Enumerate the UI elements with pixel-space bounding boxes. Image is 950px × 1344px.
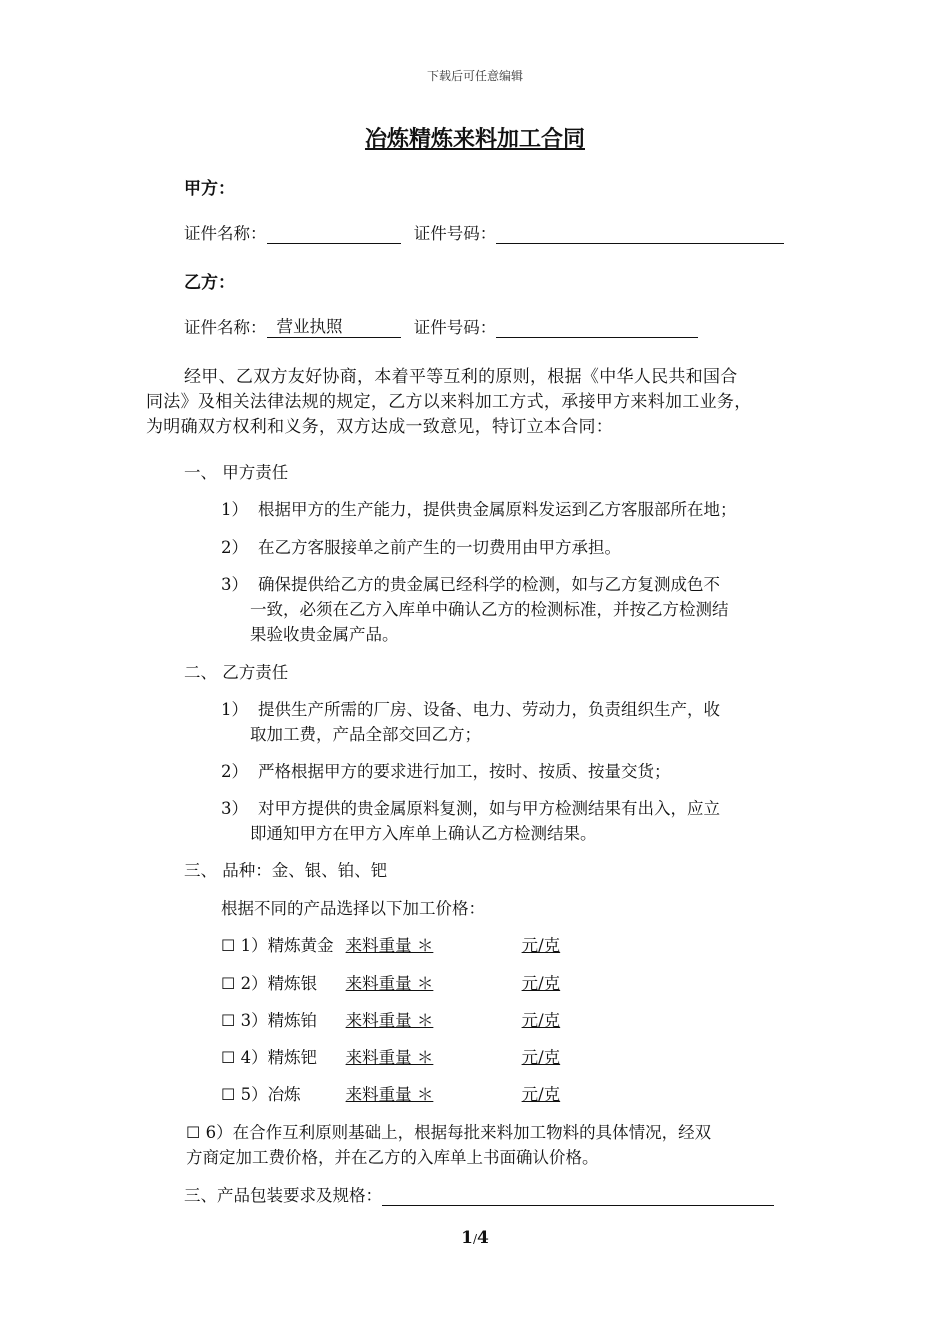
section-3-heading: 三、 品种：金、银、铂、钯 xyxy=(184,861,388,880)
checkbox-icon[interactable]: ☐ xyxy=(221,1011,236,1030)
price-item-formula: 来料重量 ＊ xyxy=(345,936,434,955)
party-a-cert-name-label: 证件名称： xyxy=(184,224,267,243)
intro-line-1: 经甲、乙双方友好协商，本着平等互利的原则，根据《中华人民共和国合 xyxy=(184,367,738,387)
price-item-label: 4）精炼钯 xyxy=(240,1048,318,1067)
price-intro: 根据不同的产品选择以下加工价格： xyxy=(221,899,485,918)
price-item-formula: 来料重量 ＊ xyxy=(345,1011,434,1030)
s2-item-1-num: 1） xyxy=(221,700,248,719)
s2-item-2-num: 2） xyxy=(221,762,248,781)
price-item-5 xyxy=(221,1081,560,1105)
s1-item-3-text-1: 确保提供给乙方的贵金属已经科学的检测，如与乙方复测成色不 xyxy=(258,575,720,594)
s1-item-3-num: 3） xyxy=(221,575,248,594)
party-b-cert-row xyxy=(184,314,698,338)
section-2-heading: 二、 乙方责任 xyxy=(184,663,289,682)
intro-line-3: 为明确双方权利和义务，双方达成一致意见，特订立本合同： xyxy=(146,417,614,437)
price-item-formula: 来料重量 ＊ xyxy=(345,974,434,993)
section-1-heading: 一、 甲方责任 xyxy=(184,463,289,482)
page-current: 1 xyxy=(461,1228,473,1248)
party-a-cert-row xyxy=(184,220,784,244)
price-item-label: 1）精炼黄金 xyxy=(240,936,334,955)
price-item-4 xyxy=(221,1044,560,1068)
price-item-label: 2）精炼银 xyxy=(240,974,318,993)
s1-item-3-text-3: 果验收贵金属产品。 xyxy=(250,625,399,644)
price-item-unit: 元/克 xyxy=(521,974,561,993)
party-a-cert-name-field[interactable] xyxy=(267,223,401,244)
price-item-formula: 来料重量 ＊ xyxy=(345,1085,434,1104)
price-item-1 xyxy=(221,932,560,956)
s2-item-2-text: 严格根据甲方的要求进行加工，按时、按质、按量交货； xyxy=(258,762,671,781)
checkbox-icon[interactable]: ☐ xyxy=(221,1048,236,1067)
s2-item-3-text-1: 对甲方提供的贵金属原料复测，如与甲方检测结果有出入，应立 xyxy=(258,799,720,818)
party-b-cert-name-field[interactable] xyxy=(267,317,401,338)
checkbox-icon[interactable]: ☐ xyxy=(221,974,236,993)
section-4-row xyxy=(184,1182,774,1206)
header-note: 下载后可任意编辑 xyxy=(426,69,523,83)
party-b-cert-no-label: 证件号码： xyxy=(413,318,497,337)
price-item-unit: 元/克 xyxy=(521,1085,561,1104)
party-a-cert-no-field[interactable] xyxy=(496,223,784,244)
party-b-cert-no-field[interactable] xyxy=(496,317,698,338)
s2-item-1-text-1: 提供生产所需的厂房、设备、电力、劳动力，负责组织生产，收 xyxy=(258,700,720,719)
price-item-unit: 元/克 xyxy=(521,1048,561,1067)
s1-item-3-text-2: 一致，必须在乙方入库单中确认乙方的检测标准，并按乙方检测结 xyxy=(250,600,729,619)
s2-item-3-text-2: 即通知甲方在甲方入库单上确认乙方检测结果。 xyxy=(250,824,597,843)
s1-item-1-num: 1） xyxy=(221,500,248,519)
page-total: 4 xyxy=(477,1228,489,1248)
s1-item-2-text: 在乙方客服接单之前产生的一切费用由甲方承担。 xyxy=(258,538,621,557)
price-item-unit: 元/克 xyxy=(521,936,561,955)
party-a-label: 甲方： xyxy=(184,179,235,199)
intro-line-2: 同法》及相关法律法规的规定，乙方以来料加工方式，承接甲方来料加工业务， xyxy=(146,392,752,412)
s2-item-3-num: 3） xyxy=(221,799,248,818)
section-4-heading: 三、产品包装要求及规格： xyxy=(184,1186,382,1205)
s2-item-1-text-2: 取加工费，产品全部交回乙方； xyxy=(250,725,481,744)
page-separator: / xyxy=(472,1232,478,1246)
price-item-label: 3）精炼铂 xyxy=(240,1011,318,1030)
checkbox-icon[interactable]: ☐ xyxy=(221,936,236,955)
item-6-line-1 xyxy=(186,1119,711,1143)
s1-item-1-text: 根据甲方的生产能力，提供贵金属原料发运到乙方客服部所在地； xyxy=(258,500,737,519)
packaging-spec-field[interactable] xyxy=(382,1185,774,1206)
checkbox-icon[interactable]: ☐ xyxy=(221,1085,236,1104)
price-item-3 xyxy=(221,1007,560,1031)
item-6-text-1: 6）在合作互利原则基础上，根据每批来料加工物料的具体情况，经双 xyxy=(205,1123,712,1142)
party-b-cert-name-value: 营业执照 xyxy=(276,317,343,336)
party-b-cert-name-label: 证件名称： xyxy=(184,318,267,337)
price-item-unit: 元/克 xyxy=(521,1011,561,1030)
checkbox-icon[interactable]: ☐ xyxy=(186,1123,201,1142)
price-item-label: 5）冶炼 xyxy=(240,1085,301,1104)
price-item-2 xyxy=(221,970,560,994)
party-b-label: 乙方： xyxy=(184,273,235,293)
price-item-formula: 来料重量 ＊ xyxy=(345,1048,434,1067)
document-title: 冶炼精炼来料加工合同 xyxy=(364,126,585,152)
s1-item-2-num: 2） xyxy=(221,538,248,557)
item-6-text-2: 方商定加工费价格，并在乙方的入库单上书面确认价格。 xyxy=(186,1148,599,1167)
page-number xyxy=(0,1228,950,1248)
party-a-cert-no-label: 证件号码： xyxy=(413,224,497,243)
